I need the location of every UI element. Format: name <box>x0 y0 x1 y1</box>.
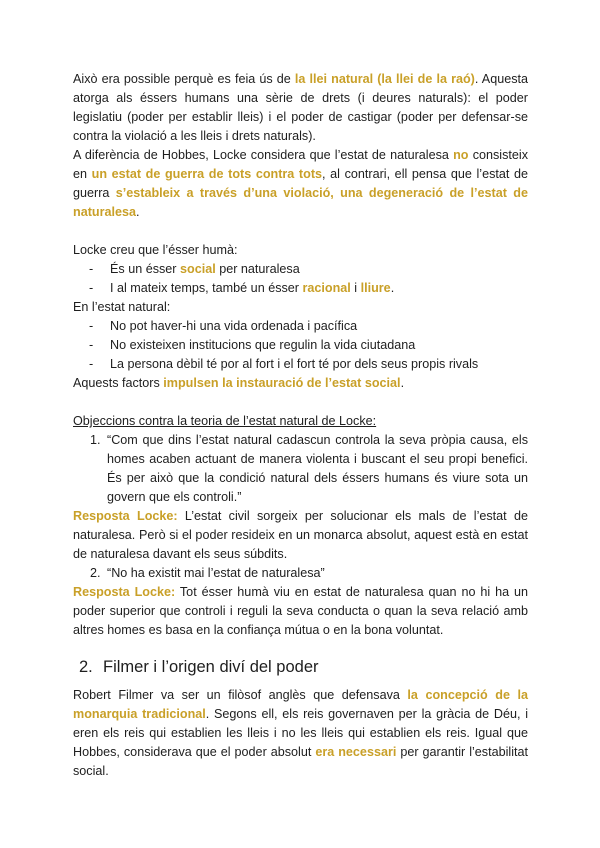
response-label: Resposta Locke: <box>73 509 178 523</box>
list-item: - No existeixen institucions que regulin la vida ciutadana <box>89 336 528 355</box>
paragraph-hobbes-comparison <box>73 146 528 222</box>
highlight-degeneration: s’estableix a través d’una violació, una degeneració de l’estat de naturalesa <box>73 186 528 219</box>
section-number: 2. <box>79 658 93 676</box>
section-title: Filmer i l’origen diví del poder <box>103 658 319 676</box>
objection-item: 1. “Com que dins l’estat natural cadascun controla la seva pròpia causa, els homes acaben actuant de manera violenta i buscant el seu propi benefici. És per això que la condició natural dels éssers humans és viure sota un govern que els controli.” <box>90 433 528 504</box>
item-number: 1. <box>90 433 101 447</box>
list-item: - La persona dèbil té por al fort i el fort té por dels seus propis rivals <box>89 355 528 374</box>
objection-item: 2. “No ha existit mai l’estat de naturalesa” <box>73 564 528 583</box>
highlight-state-of-war: un estat de guerra de tots contra tots <box>91 167 323 181</box>
text: A diferència de Hobbes, Locke considera que l’estat de naturalesa <box>73 148 454 162</box>
objection-list-1 <box>73 431 528 507</box>
highlight-natural-law: la llei natural (la llei de la raó) <box>294 72 475 86</box>
natural-state-lead: En l’estat natural: <box>73 300 171 314</box>
text: , al contrari, ell pensa que l’estat de guerra <box>73 167 529 200</box>
list-item: - És un ésser social per naturalesa <box>89 260 528 279</box>
factors-paragraph: Aquests factors impulsen la instauració de l’estat social. <box>73 376 405 390</box>
human-traits-list <box>73 260 528 298</box>
text: . <box>136 205 140 219</box>
highlight-free: lliure <box>360 281 391 295</box>
highlight-traditional-monarchy: la concepció de la monarquia tradicional <box>73 688 528 721</box>
response-1: Resposta Locke: L’estat civil sorgeix per solucionar els mals de l’estat de naturalesa. Però si el poder resideix en un monarca absolut, aquest està en estat de naturalesa davant els seus súbdits. <box>73 509 528 561</box>
response-2: Resposta Locke: Tot ésser humà viu en estat de naturalesa quan no hi ha un poder superior que controli i reguli la seva conducta o quan la seva relació amb altres homes es basa en la confiança mútua o en la bona voluntat. <box>73 585 528 637</box>
objection-list-2 <box>73 564 528 583</box>
text: consisteix en <box>73 148 528 181</box>
paragraph-natural-law <box>73 70 528 146</box>
highlight-no: no <box>453 148 469 162</box>
response-label: Resposta Locke: <box>73 585 176 599</box>
item-number: 2. <box>90 566 101 580</box>
human-lead: Locke creu que l’ésser humà: <box>73 243 238 257</box>
natural-state-list <box>73 317 528 374</box>
highlight-social-state: impulsen la instauració de l’estat social <box>163 376 401 390</box>
text: . Aquesta atorga als éssers humans una sèrie de drets (i deures naturals): el poder legislatiu (poder per establir lleis) i el poder de castigar (poder per defensar-se contra la violació a les lleis i drets naturals). <box>73 72 528 143</box>
objections-heading: Objeccions contra la teoria de l’estat natural de Locke: <box>73 414 377 428</box>
filmer-paragraph: Robert Filmer va ser un filòsof anglès que defensava la concepció de la monarquia tradicional. Segons ell, els reis governaven per la gràcia de Déu, i eren els reis qui establien les lleis i no les lleis qui establien els reis. Igual que Hobbes, considerava que el poder absolut era necessari per garantir l’estabilitat social. <box>73 688 529 778</box>
text: Això era possible perquè es feia ús de <box>73 72 295 86</box>
section-heading-filmer <box>73 656 528 678</box>
list-item: - I al mateix temps, també un ésser racional i lliure. <box>89 279 528 298</box>
highlight-social: social <box>180 262 216 276</box>
document-content <box>73 70 528 781</box>
highlight-necessary: era necessari <box>315 745 397 759</box>
list-item: - No pot haver-hi una vida ordenada i pacífica <box>89 317 528 336</box>
highlight-rational: racional <box>302 281 351 295</box>
